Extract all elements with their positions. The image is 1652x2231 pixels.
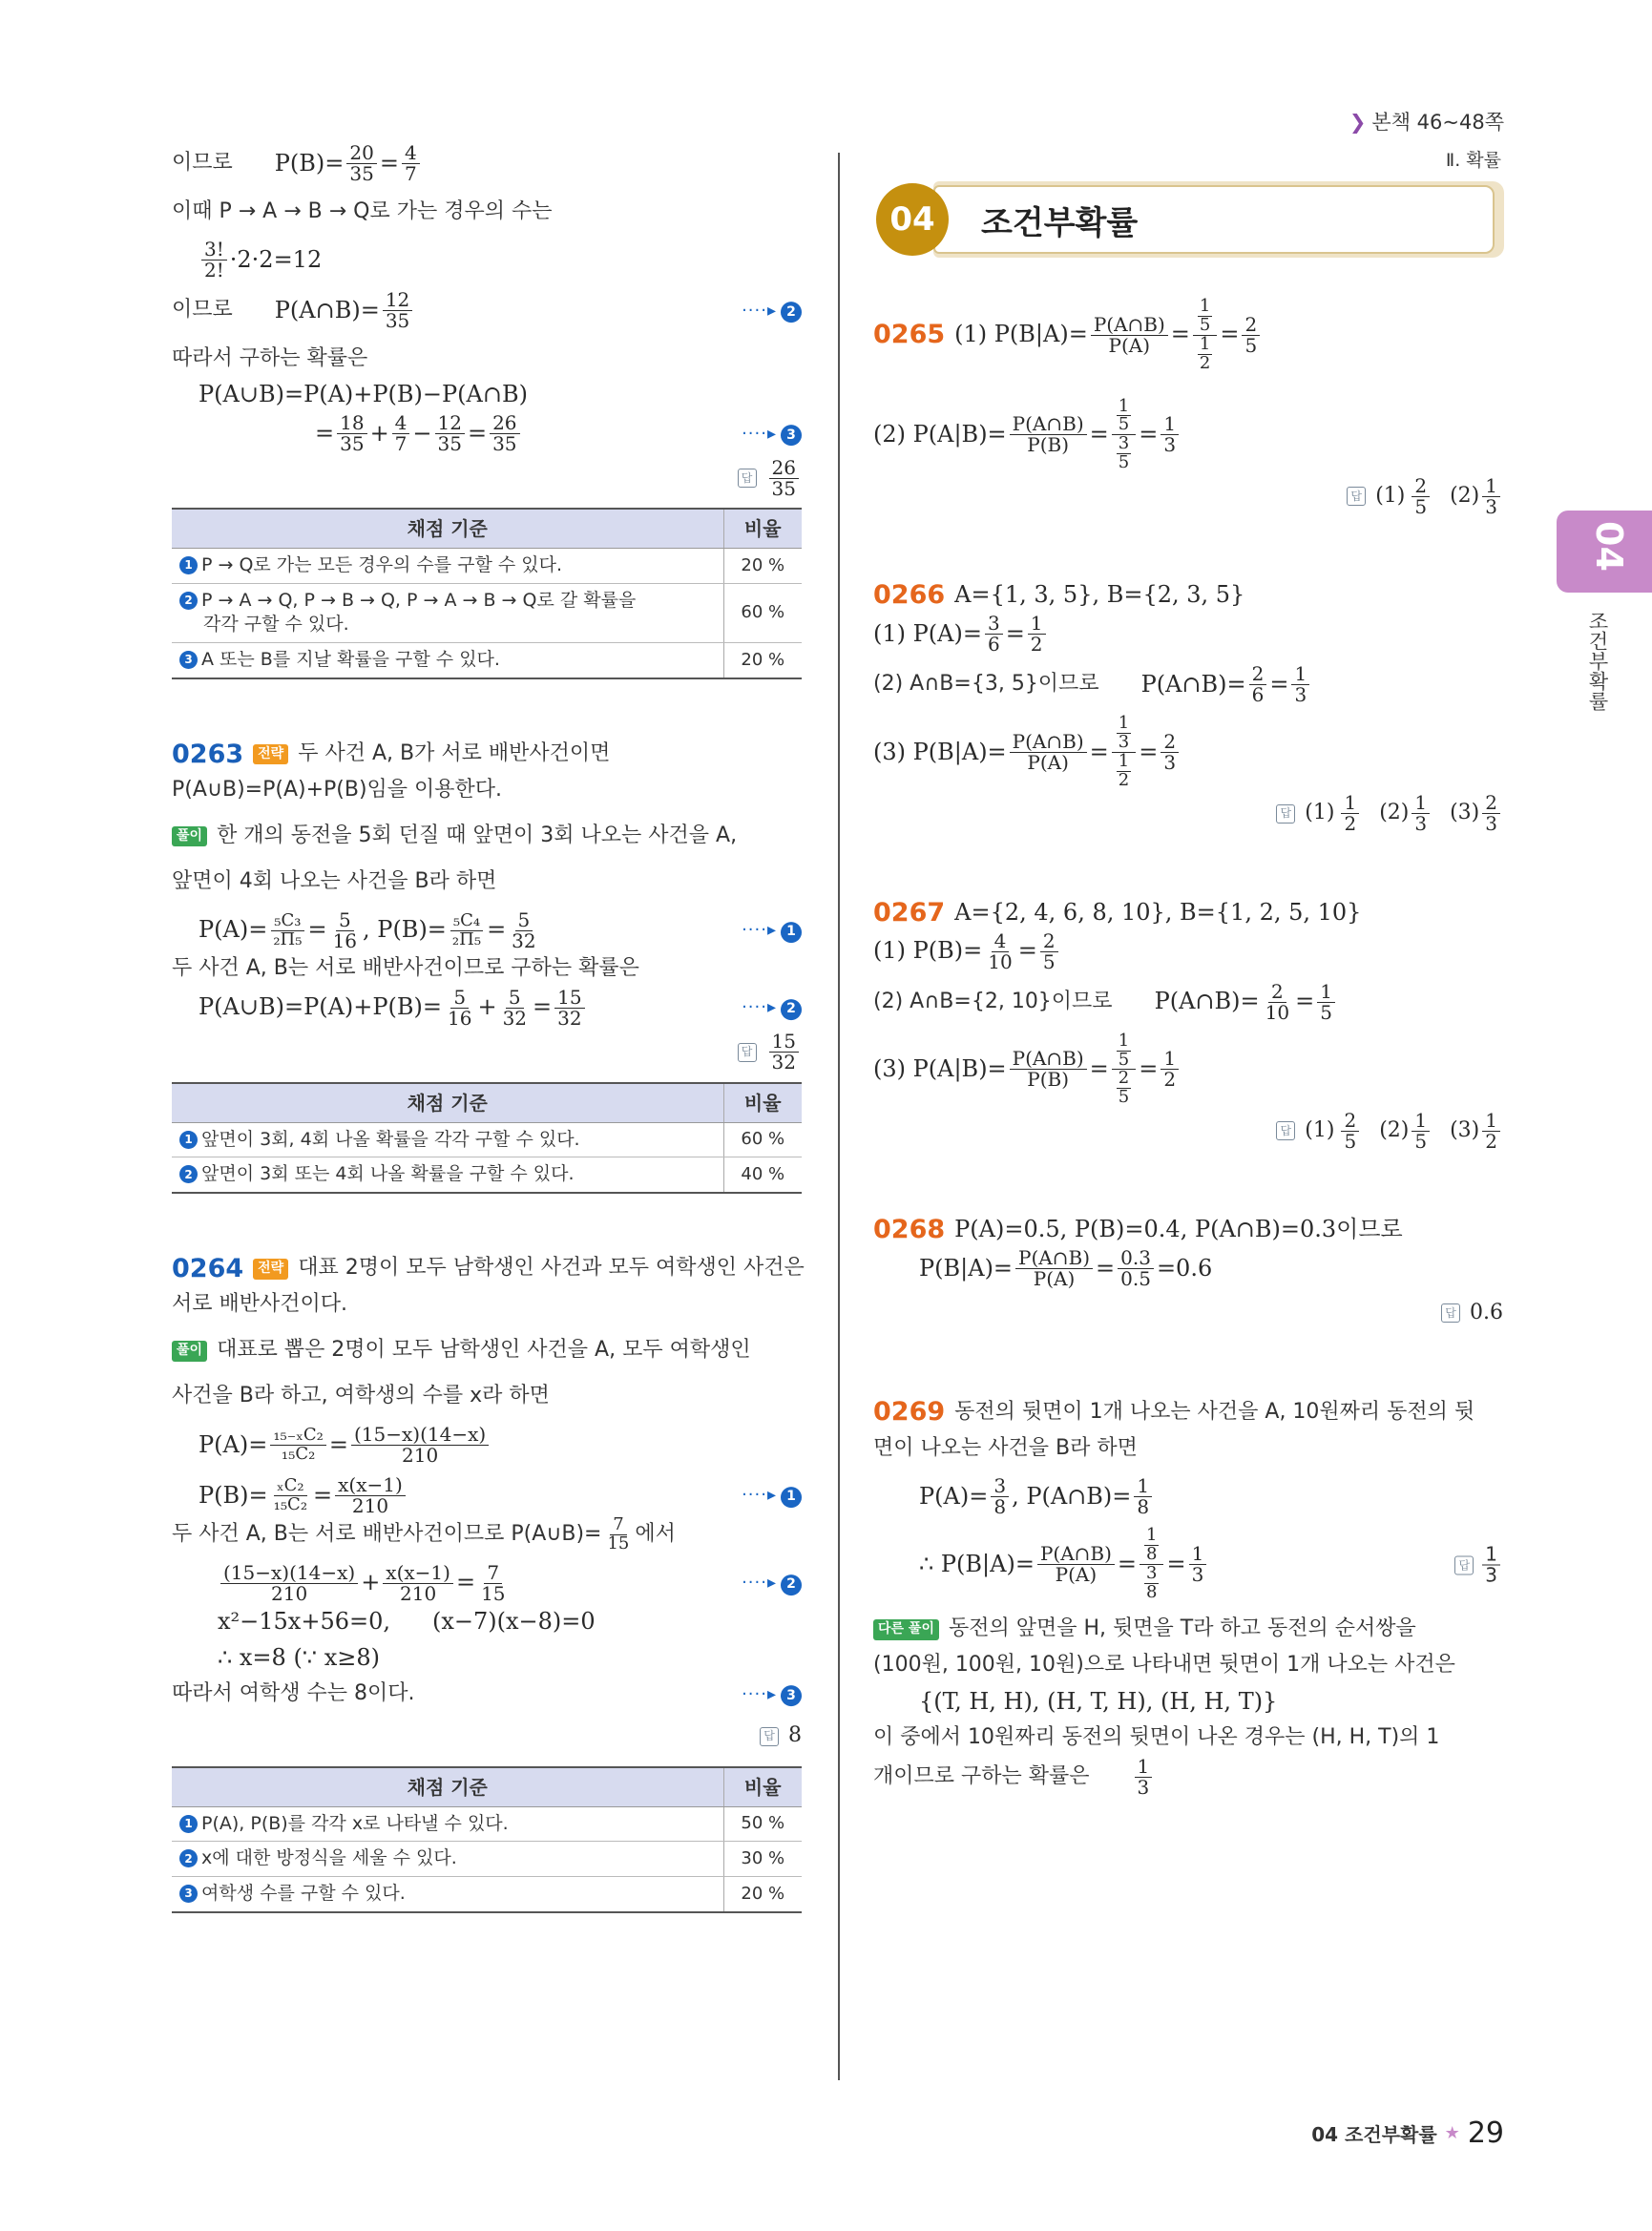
step-marker-1: ····▸ 1 (742, 1483, 802, 1508)
equation-0264-A: P(A)= $\frac{\text{₁₅₋ₓC₂}}{\text{₁₅C₂}}$ = $\frac{(15-x)(14-x)}{210}$ (172, 1425, 802, 1466)
equation-0263-1: P(A)= $\frac{\text{₅C₃}}{\text{₂Π₅}}$ = $\frac{5}{16}$ , P(B)= $\frac{\text{₅C₄}}{\text{₂Π₅}}$ = $\frac{5}{32}$ ····▸ 1 (172, 910, 802, 951)
fraction: $\frac{3!}{2!}$ (201, 240, 227, 281)
page-number: 29 (1467, 2116, 1504, 2150)
left-column: 이므로 P(B)= $\frac{20}{35}$ = $\frac{4}{7}$ 이때 P → A → B → Q로 가는 경우의 수는 $\frac{3!}{2!}$ ·2·2=12 이므로 P(A∩B)= $\frac{12}{35}$ ····▸ 2 따라서 구하는 확률은 P(A∪B)=P(A)+P(B)−P(A∩B) = $\frac{18}{35}$ + $\frac{4}{7}$ − $\frac{12}{35}$ = $\frac{26}{35}$ ····▸ 3 답 $\frac{26}{35}$ 채점 기준 비율 1 P → Q로 가는 모든 경우의 수를 구할 수 있다. 20 % 2 P → A → Q, P → B → Q, P → A → B → Q로 갈 확률을 각각 구할 수 있다. 60 % 3 A 또는 B를 지날 확률을 구할 수 있다. 20 % 0263 전략 두 사건 A, B가 서로 배반사건이면 P(A∪B)=P(A)+P(B)임을 이용한다. 풀이 한 개의 동전을 5회 던질 때 앞면이 3회 나오는 사건을 A, 앞면이 4회 나오는 사건을 B라 하면 P(A)= $\frac{\text{₅C₃}}{\text{₂Π₅}}$ = $\frac{5}{16}$ , P(B)= $\frac{\text{₅C₄}}{\text{₂Π₅}}$ = $\frac{5}{32}$ ····▸ 1 두 사건 A, B는 서로 배반사건이므로 구하는 확률은 P(A∪B)=P(A)+P(B)= $\frac{5}{16}$ + $\frac{5}{32}$ = $\frac{15}{32}$ ····▸ 2 답 $\frac{15}{32}$ 채점 기준 비율 1 앞면이 3회, 4회 나올 확률을 각각 구할 수 있다. 60 % 2 앞면이 3회 또는 4회 나올 확률을 구할 수 있다. 40 % 0264 전략 대표 2명이 모두 남학생인 사건과 모두 여학생인 사건은 서로 배반사건이다. 풀이 대표로 뽑은 2명이 모두 남학생인 사건을 A, 모두 여학생인 사건을 B라 하고, 여학생의 수를 x라 하면 P(A)= $\frac{\text{₁₅₋ₓC₂}}{\text{₁₅C₂}}$ = $\frac{(15-x)(14-x)}{210}$ P(B)= $\frac{\text{ₓC₂}}{\text{₁₅C₂}}$ = $\frac{x(x-1)}{210}$ ····▸ 1 두 사건 A, B는 서로 배반사건이므로 P(A∪B)= $\frac{7}{15}$ 에서 $\frac{(15-x)(14-x)}{210}$ + $\frac{x(x-1)}{210}$ = $\frac{7}{15}$ ····▸ 2 x²−15x+56=0, (x−7)(x−8)=0 ∴ x=8 (∵ x≥8) 따라서 여학생 수는 8이다. ····▸ 3 답 8 채점 기준 비율 1 P(A), P(B)를 각각 x로 나타낼 수 있다. 50 % 2 x에 대한 방정식을 세울 수 있다. 30 % 3 여학생 수를 구할 수 있다. 20 % (172, 143, 802, 1913)
fraction: $\frac{20}{35}$ (346, 143, 376, 184)
equation-0264-B: P(B)= $\frac{\text{ₓC₂}}{\text{₁₅C₂}}$ = $\frac{x(x-1)}{210}$ ····▸ 1 (172, 1475, 802, 1516)
problem-0263-header: 0263 전략 두 사건 A, B가 서로 배반사건이면 (172, 739, 611, 769)
table-row: 1 P → Q로 가는 모든 경우의 수를 구할 수 있다. 20 % (172, 549, 802, 584)
step-marker-1: ····▸ 1 (742, 918, 802, 943)
answer-icon: 답 (1454, 1556, 1474, 1575)
section-title: 조건부확률 (981, 204, 1139, 242)
cont-line-6: P(A∪B)=P(A)+P(B)−P(A∩B) (199, 381, 528, 408)
equation-0263-2: P(A∪B)=P(A)+P(B)= $\frac{5}{16}$ + $\frac{5}{32}$ = $\frac{15}{32}$ ····▸ 2 (172, 988, 802, 1029)
section-banner (876, 181, 1504, 258)
answer: 답 $\frac{26}{35}$ (172, 454, 802, 502)
unit-label: Ⅱ. 확률 (1445, 150, 1501, 171)
answer-icon: 답 (760, 1727, 779, 1746)
fraction: $\frac{12}{35}$ (383, 290, 412, 331)
cont-line-5: 따라서 구하는 확률은 (172, 345, 368, 370)
answer-icon: 답 (1276, 1121, 1295, 1140)
column-divider (838, 153, 840, 2080)
answer-icon: 답 (1347, 487, 1366, 506)
table-row: 2 P → A → Q, P → B → Q, P → A → B → Q로 갈 확률을 각각 구할 수 있다. 60 % (172, 583, 802, 642)
answer: 답 (1) $\frac{2}{5}$ (2) $\frac{1}{5}$ (3) $\frac{1}{2}$ (873, 1107, 1503, 1155)
answer-icon: 답 (738, 469, 757, 488)
answer: 답 8 (172, 1713, 802, 1761)
cont-line-2: 이때 P → A → B → Q로 가는 경우의 수는 (172, 198, 553, 223)
problem-0269-header: 0269 동전의 뒷면이 1개 나오는 사건을 A, 10원짜리 동전의 뒷 (873, 1397, 1475, 1428)
grading-table-2: 채점 기준 비율 1 앞면이 3회, 4회 나올 확률을 각각 구할 수 있다. 60 % 2 앞면이 3회 또는 4회 나올 확률을 구할 수 있다. 40 % (172, 1082, 802, 1194)
answer: 답 $\frac{15}{32}$ (172, 1029, 802, 1076)
cont-line-7: = $\frac{18}{35}$ + $\frac{4}{7}$ − $\frac{12}{35}$ = $\frac{26}{35}$ ····▸ 3 (172, 413, 802, 454)
fraction: $\frac{4}{7}$ (392, 413, 410, 454)
problem-0266-header: 0266 A={1, 3, 5}, B={2, 3, 5} (873, 580, 1245, 611)
problem-0265-q2: (2) P(A|B)= $\frac{P(A\cap B)}{P(B)}$ = $\frac{\frac{1}{5}}{\frac{3}{5}}$ = $\frac{1}{3}$ (873, 398, 1503, 473)
chapter-side-label: 조건부확률 (1586, 611, 1609, 711)
step-marker-2: ····▸ 2 (742, 1571, 802, 1595)
arrow-icon: ❯ (1349, 111, 1367, 134)
table-row: 2 앞면이 3회 또는 4회 나올 확률을 구할 수 있다. 40 % (172, 1157, 802, 1193)
table-row: 3 A 또는 B를 지날 확률을 구할 수 있다. 20 % (172, 642, 802, 678)
table-row: 1 P(A), P(B)를 각각 x로 나타낼 수 있다. 50 % (172, 1806, 802, 1842)
answer: 답 0.6 (873, 1289, 1503, 1337)
page-footer: 04 조건부확률 ★ 29 (1311, 2116, 1504, 2150)
equation-0264-4: $\frac{(15-x)(14-x)}{210}$ + $\frac{x(x-1)}{210}$ = $\frac{7}{15}$ ····▸ 2 (172, 1563, 802, 1604)
step-marker-2: ····▸ 2 (742, 299, 802, 323)
fraction: $\frac{4}{7}$ (402, 143, 420, 184)
step-marker-2: ····▸ 2 (742, 995, 802, 1020)
answer: 답 $\frac{1}{3}$ (1454, 1544, 1503, 1585)
step-marker-3: ····▸ 3 (742, 422, 802, 447)
table-row: 2 x에 대한 방정식을 세울 수 있다. 30 % (172, 1842, 802, 1877)
section-number-badge: 04 (876, 183, 949, 256)
right-column: 0265 (1) P(B|A)= $\frac{P(A\cap B)}{P(A)}$ = $\frac{\frac{1}{5}}{\frac{1}{2}}$ = $\frac{2}{5}$ (2) P(A|B)= $\frac{P(A\cap B)}{P(B)}$ = $\frac{\frac{1}{5}}{\frac{3}{5}}$ = $\frac{1}{3}$ 답 (1) $\frac{2}{5}$ (2) $\frac{1}{3}$ 0266 A={1, 3, 5}, B={2, 3, 5} (1) P(A)= $\frac{3}{6}$ = $\frac{1}{2}$ (2) A∩B={3, 5}이므로 P(A∩B)= $\frac{2}{6}$ = $\frac{1}{3}$ (3) P(B|A)= $\frac{P(A\cap B)}{P(A)}$ = $\frac{\frac{1}{3}}{\frac{1}{2}}$ = $\frac{2}{3}$ 답 (1) $\frac{1}{2}$ (2) $\frac{1}{3}$ (3) $\frac{2}{3}$ 0267 A={2, 4, 6, 8, 10}, B={1, 2, 5, 10} (1) P(B)= $\frac{4}{10}$ = $\frac{2}{5}$ (2) A∩B={2, 10}이므로 P(A∩B)= $\frac{2}{10}$ = $\frac{1}{5}$ (3) P(A|B)= $\frac{P(A\cap B)}{P(B)}$ = $\frac{\frac{1}{5}}{\frac{2}{5}}$ = $\frac{1}{2}$ 답 (1) $\frac{2}{5}$ (2) $\frac{1}{5}$ (3) $\frac{1}{2}$ 0268 P(A)=0.5, P(B)=0.4, P(A∩B)=0.3이므로 P(B|A)= $\frac{P(A\cap B)}{P(A)}$ = $\frac{0.3}{0.5}$ =0.6 답 0.6 0269 동전의 뒷면이 1개 나오는 사건을 A, 10원짜리 동전의 뒷 면이 나오는 사건을 B라 하면 P(A)= $\frac{3}{8}$ , P(A∩B)= $\frac{1}{8}$ ∴ P(B|A)= $\frac{P(A\cap B)}{P(A)}$ = $\frac{\frac{1}{8}}{\frac{3}{8}}$ = $\frac{1}{3}$ 답 $\frac{1}{3}$ 다른 풀이 동전의 앞면을 H, 뒷면을 T라 하고 동전의 순서쌍을 (100원, 100원, 10원)으로 나타내면 뒷면이 1개 나오는 사건은 {(T, H, H), (H, T, H), (H, H, T)} 이 중에서 10원짜리 동전의 뒷면이 나온 경우는 (H, H, T)의 1 개이므로 구하는 확률은 $\frac{1}{3}$ (873, 296, 1503, 1799)
problem-0264-header: 0264 전략 대표 2명이 모두 남학생인 사건과 모두 여학생인 사건은 (172, 1253, 805, 1283)
table-row: 3 여학생 수를 구할 수 있다. 20 % (172, 1876, 802, 1911)
book-reference: ❯ 본책 46~48쪽 (1349, 111, 1504, 134)
cont-line-1: 이므로 P(B)= $\frac{20}{35}$ = $\frac{4}{7}$ (172, 143, 802, 184)
cont-line-3: $\frac{3!}{2!}$ ·2·2=12 (172, 240, 802, 281)
grading-table-3: 채점 기준 비율 1 P(A), P(B)를 각각 x로 나타낼 수 있다. 50 % 2 x에 대한 방정식을 세울 수 있다. 30 % 3 여학생 수를 구할 수 있다. 20 % (172, 1766, 802, 1913)
problem-0268-header: 0268 P(A)=0.5, P(B)=0.4, P(A∩B)=0.3이므로 (873, 1215, 1403, 1245)
answer: 답 (1) $\frac{1}{2}$ (2) $\frac{1}{3}$ (3) $\frac{2}{3}$ (873, 790, 1503, 838)
answer-icon: 답 (738, 1043, 757, 1062)
fraction: $\frac{18}{35}$ (337, 413, 366, 454)
answer-icon: 답 (1276, 804, 1295, 824)
table-row: 1 앞면이 3회, 4회 나올 확률을 각각 구할 수 있다. 60 % (172, 1122, 802, 1157)
problem-0265-q1: 0265 (1) P(B|A)= $\frac{P(A\cap B)}{P(A)}$ = $\frac{\frac{1}{5}}{\frac{1}{2}}$ = $\frac{2}{5}$ (873, 298, 1503, 373)
cont-line-4: 이므로 P(A∩B)= $\frac{12}{35}$ ····▸ 2 (172, 290, 802, 331)
problem-0267-header: 0267 A={2, 4, 6, 8, 10}, B={1, 2, 5, 10} (873, 897, 1362, 928)
fraction: $\frac{12}{35}$ (435, 413, 465, 454)
grading-table-1: 채점 기준 비율 1 P → Q로 가는 모든 경우의 수를 구할 수 있다. 20 % 2 P → A → Q, P → B → Q, P → A → B → Q로 갈 확률을 각각 구할 수 있다. 60 % 3 A 또는 B를 지날 확률을 구할 수 있다. 20 % (172, 508, 802, 679)
fraction: $\frac{26}{35}$ (490, 413, 519, 454)
star-icon: ★ (1444, 2123, 1460, 2143)
answer: 답 (1) $\frac{2}{5}$ (2) $\frac{1}{3}$ (873, 472, 1503, 520)
answer-icon: 답 (1441, 1303, 1460, 1323)
step-marker-3: ····▸ 3 (742, 1682, 802, 1707)
chapter-side-tab: 04 (1557, 511, 1652, 593)
